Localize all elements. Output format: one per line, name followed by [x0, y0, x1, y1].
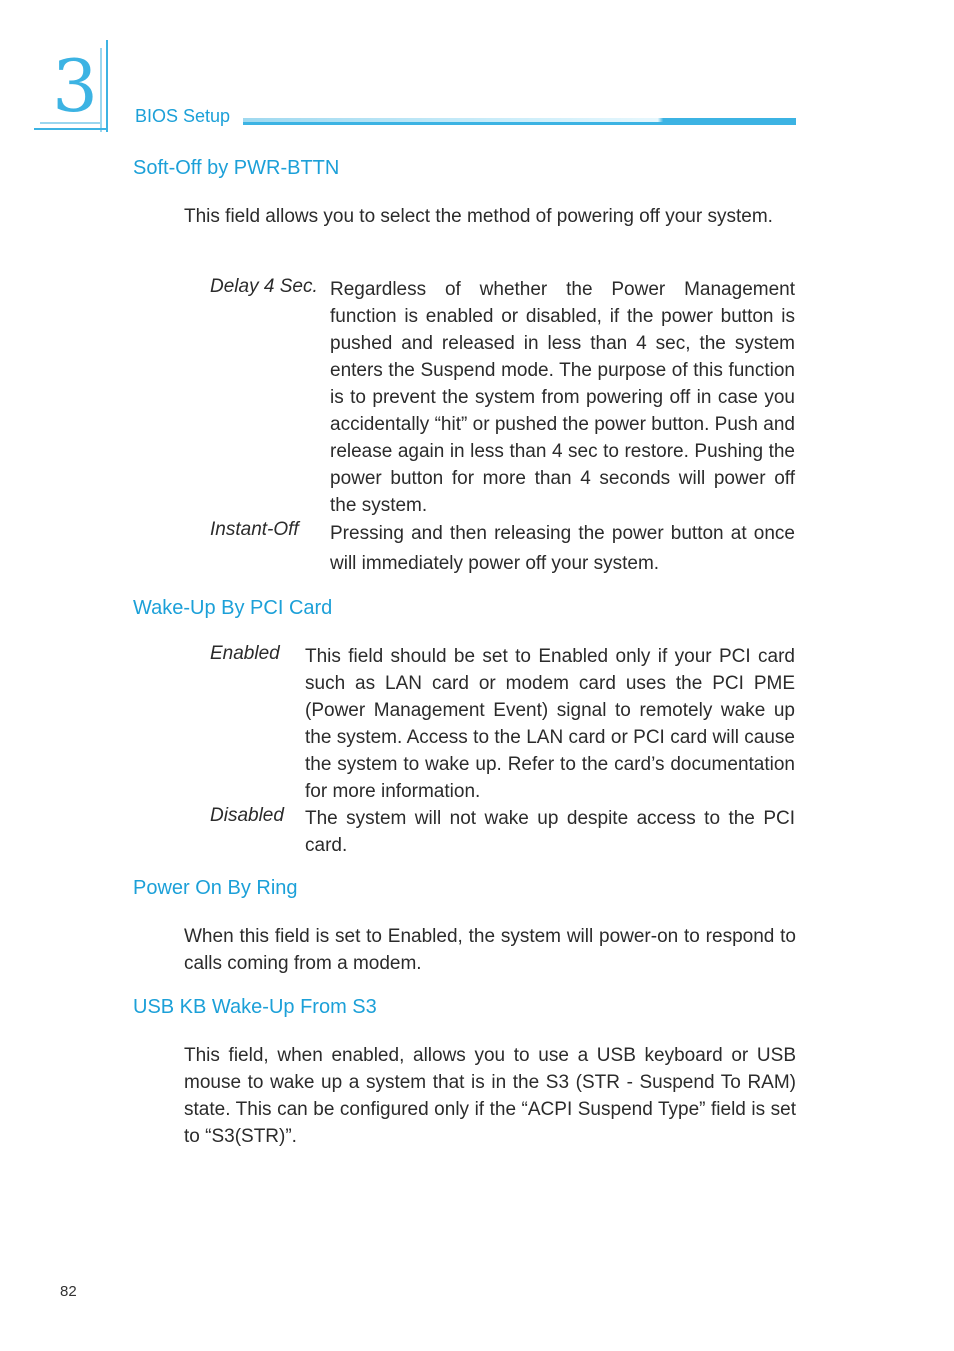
option-description: Regardless of whether the Power Management function is enabled or disabled, if the power button is pushed and released in less than 4 sec, the system enters the Suspend mode. The purpose of this function is to prevent the system from powering off in case you accidentally “hit” or pushed the power button. Push and release again in less than 4 sec to restore. Pushing the power button for more than 4 seconds will power off the system.: [330, 279, 795, 516]
section-title: USB KB Wake-Up From S3: [133, 996, 377, 1018]
option-term: Enabled: [210, 643, 280, 664]
option-description: The system will not wake up despite access to the PCI card.: [305, 808, 795, 856]
section-title: Power On By Ring: [133, 877, 298, 899]
option-term: Delay 4 Sec.: [210, 276, 318, 297]
page-number: 82: [60, 1283, 77, 1300]
section-intro: This field allows you to select the method of powering off your system.: [184, 206, 773, 227]
option-term: Instant-Off: [210, 519, 299, 540]
header-rule: [243, 118, 796, 125]
running-head: BIOS Setup: [135, 106, 231, 126]
option-description: Pressing and then releasing the power button at once will immediately power off your system.: [330, 523, 795, 574]
option-description: This field should be set to Enabled only if your PCI card such as LAN card or modem card uses the PCI PME (Power Management Event) signal to remotely wake up the system. Access to the LAN card or PCI card will cause the system to wake up. Refer to the card’s documentation for more information.: [305, 646, 795, 802]
section-intro: When this field is set to Enabled, the system will power-on to respond to calls coming from a modem.: [184, 926, 796, 974]
section-title: Wake-Up By PCI Card: [133, 597, 333, 619]
section-title: Soft-Off by PWR-BTTN: [133, 157, 340, 179]
section-intro: This field, when enabled, allows you to use a USB keyboard or USB mouse to wake up a system that is in the S3 (STR - Suspend To RAM) state. This can be configured only if the “ACPI Suspend Type” field is set to “S3(STR)”.: [184, 1045, 796, 1147]
chapter-number: 3: [52, 44, 98, 128]
option-term: Disabled: [210, 805, 284, 826]
